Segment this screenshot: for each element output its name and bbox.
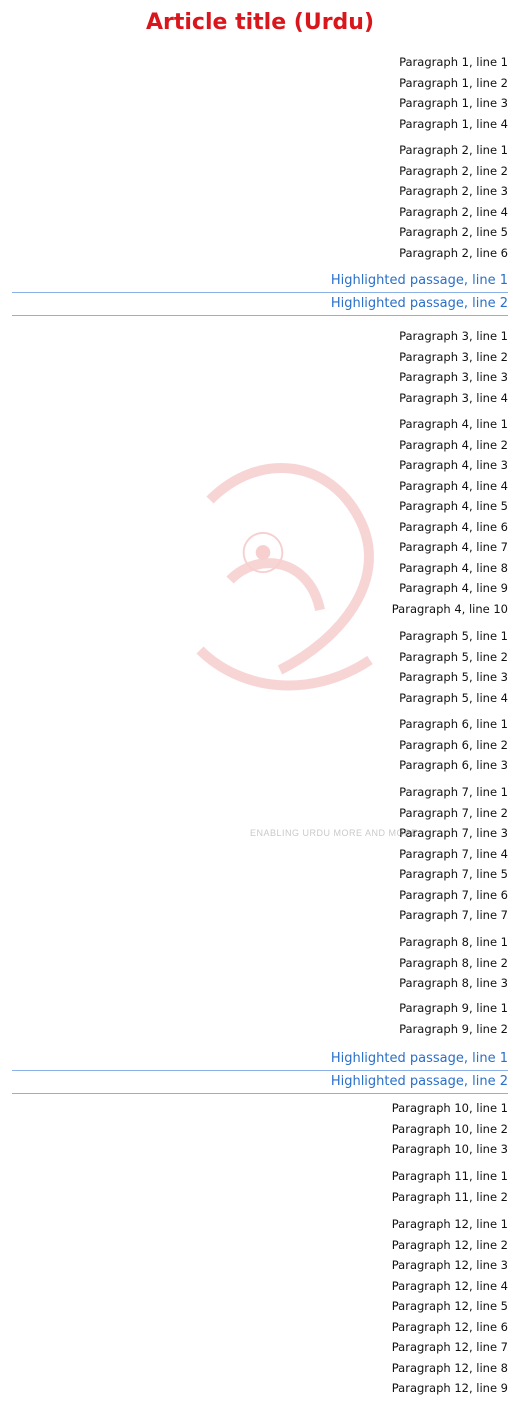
text-line: Paragraph 9, line 2 [399,1021,508,1036]
text-line: Paragraph 4, line 4 [399,478,508,493]
text-line: Paragraph 2, line 5 [399,225,508,239]
text-line: Paragraph 4, line 2 [399,437,508,452]
highlighted-passage [12,1048,508,1094]
text-line: Paragraph 7, line 1 [399,785,508,799]
paragraph [12,998,508,1039]
text-line: Highlighted passage, line 1 [12,1048,508,1071]
paragraph [12,140,508,263]
text-line: Highlighted passage, line 1 [12,270,508,293]
paragraph [12,414,508,619]
text-line: Paragraph 5, line 4 [399,690,508,705]
text-line: Paragraph 3, line 2 [399,349,508,364]
text-line: Paragraph 1, line 1 [399,55,508,69]
paragraph [12,1214,508,1399]
paragraph [12,52,508,134]
text-line: Paragraph 6, line 1 [399,717,508,731]
text-line: Paragraph 10, line 1 [391,1101,508,1115]
text-line: Highlighted passage, line 2 [12,293,508,316]
text-line: Paragraph 5, line 1 [399,629,508,643]
svg-text:⦿: ⦿ [240,527,286,581]
text-line: Paragraph 6, line 2 [399,737,508,752]
paragraph [12,326,508,408]
text-line: Paragraph 6, line 3 [399,758,508,772]
paragraph [12,932,508,994]
text-line: Paragraph 3, line 4 [399,390,508,405]
text-line: Paragraph 4, line 7 [399,540,508,554]
text-line: Paragraph 12, line 2 [391,1237,508,1252]
text-line: Paragraph 12, line 7 [391,1340,508,1354]
text-line: Paragraph 2, line 6 [399,245,508,260]
text-line: Paragraph 5, line 3 [399,670,508,684]
text-line: Paragraph 12, line 4 [391,1278,508,1293]
text-line: Paragraph 7, line 4 [399,846,508,861]
text-line: Paragraph 1, line 3 [399,96,508,110]
text-line: Paragraph 2, line 2 [399,163,508,178]
paragraph [12,1098,508,1160]
text-line: Paragraph 1, line 4 [399,116,508,131]
text-line: Paragraph 8, line 2 [399,955,508,970]
text-line: Paragraph 12, line 8 [391,1360,508,1375]
text-line: Paragraph 4, line 8 [399,560,508,575]
paragraph [12,626,508,708]
watermark-caption: ENABLING URDU MORE AND MORE [250,828,418,838]
text-line: Paragraph 10, line 2 [391,1121,508,1136]
text-line: Paragraph 4, line 9 [399,581,508,595]
text-line: Paragraph 1, line 2 [399,75,508,90]
paragraph [12,714,508,776]
paragraph [12,1166,508,1207]
text-line: Paragraph 4, line 10 [391,601,508,616]
text-line: Paragraph 11, line 2 [391,1189,508,1204]
text-line: Paragraph 12, line 1 [391,1217,508,1231]
text-line: Paragraph 2, line 3 [399,184,508,198]
text-line: Paragraph 2, line 1 [399,143,508,157]
text-line: Paragraph 2, line 4 [399,204,508,219]
text-line: Paragraph 10, line 3 [391,1142,508,1156]
text-line: Paragraph 4, line 3 [399,458,508,472]
text-line: Paragraph 8, line 1 [399,935,508,949]
text-line: Paragraph 7, line 2 [399,805,508,820]
text-line: Highlighted passage, line 2 [12,1071,508,1094]
text-line: Paragraph 4, line 5 [399,499,508,513]
text-line: Paragraph 4, line 1 [399,417,508,431]
highlighted-passage [12,270,508,316]
text-line: Paragraph 12, line 5 [391,1299,508,1313]
text-line: Paragraph 7, line 3 [399,826,508,840]
text-line: Paragraph 12, line 9 [391,1381,508,1395]
text-line: Paragraph 7, line 7 [399,908,508,922]
text-line: Paragraph 11, line 1 [391,1169,508,1183]
text-line: Paragraph 3, line 1 [399,329,508,343]
article-title: Article title (Urdu) [145,10,375,35]
text-line: Paragraph 3, line 3 [399,370,508,384]
text-line: Paragraph 4, line 6 [399,519,508,534]
text-line: Paragraph 12, line 6 [391,1319,508,1334]
text-line: Paragraph 9, line 1 [399,1001,508,1015]
text-line: Paragraph 7, line 5 [399,867,508,881]
text-line: Paragraph 5, line 2 [399,649,508,664]
text-line: Paragraph 7, line 6 [399,887,508,902]
paragraph [12,782,508,926]
text-line: Paragraph 8, line 3 [399,976,508,990]
text-line: Paragraph 12, line 3 [391,1258,508,1272]
